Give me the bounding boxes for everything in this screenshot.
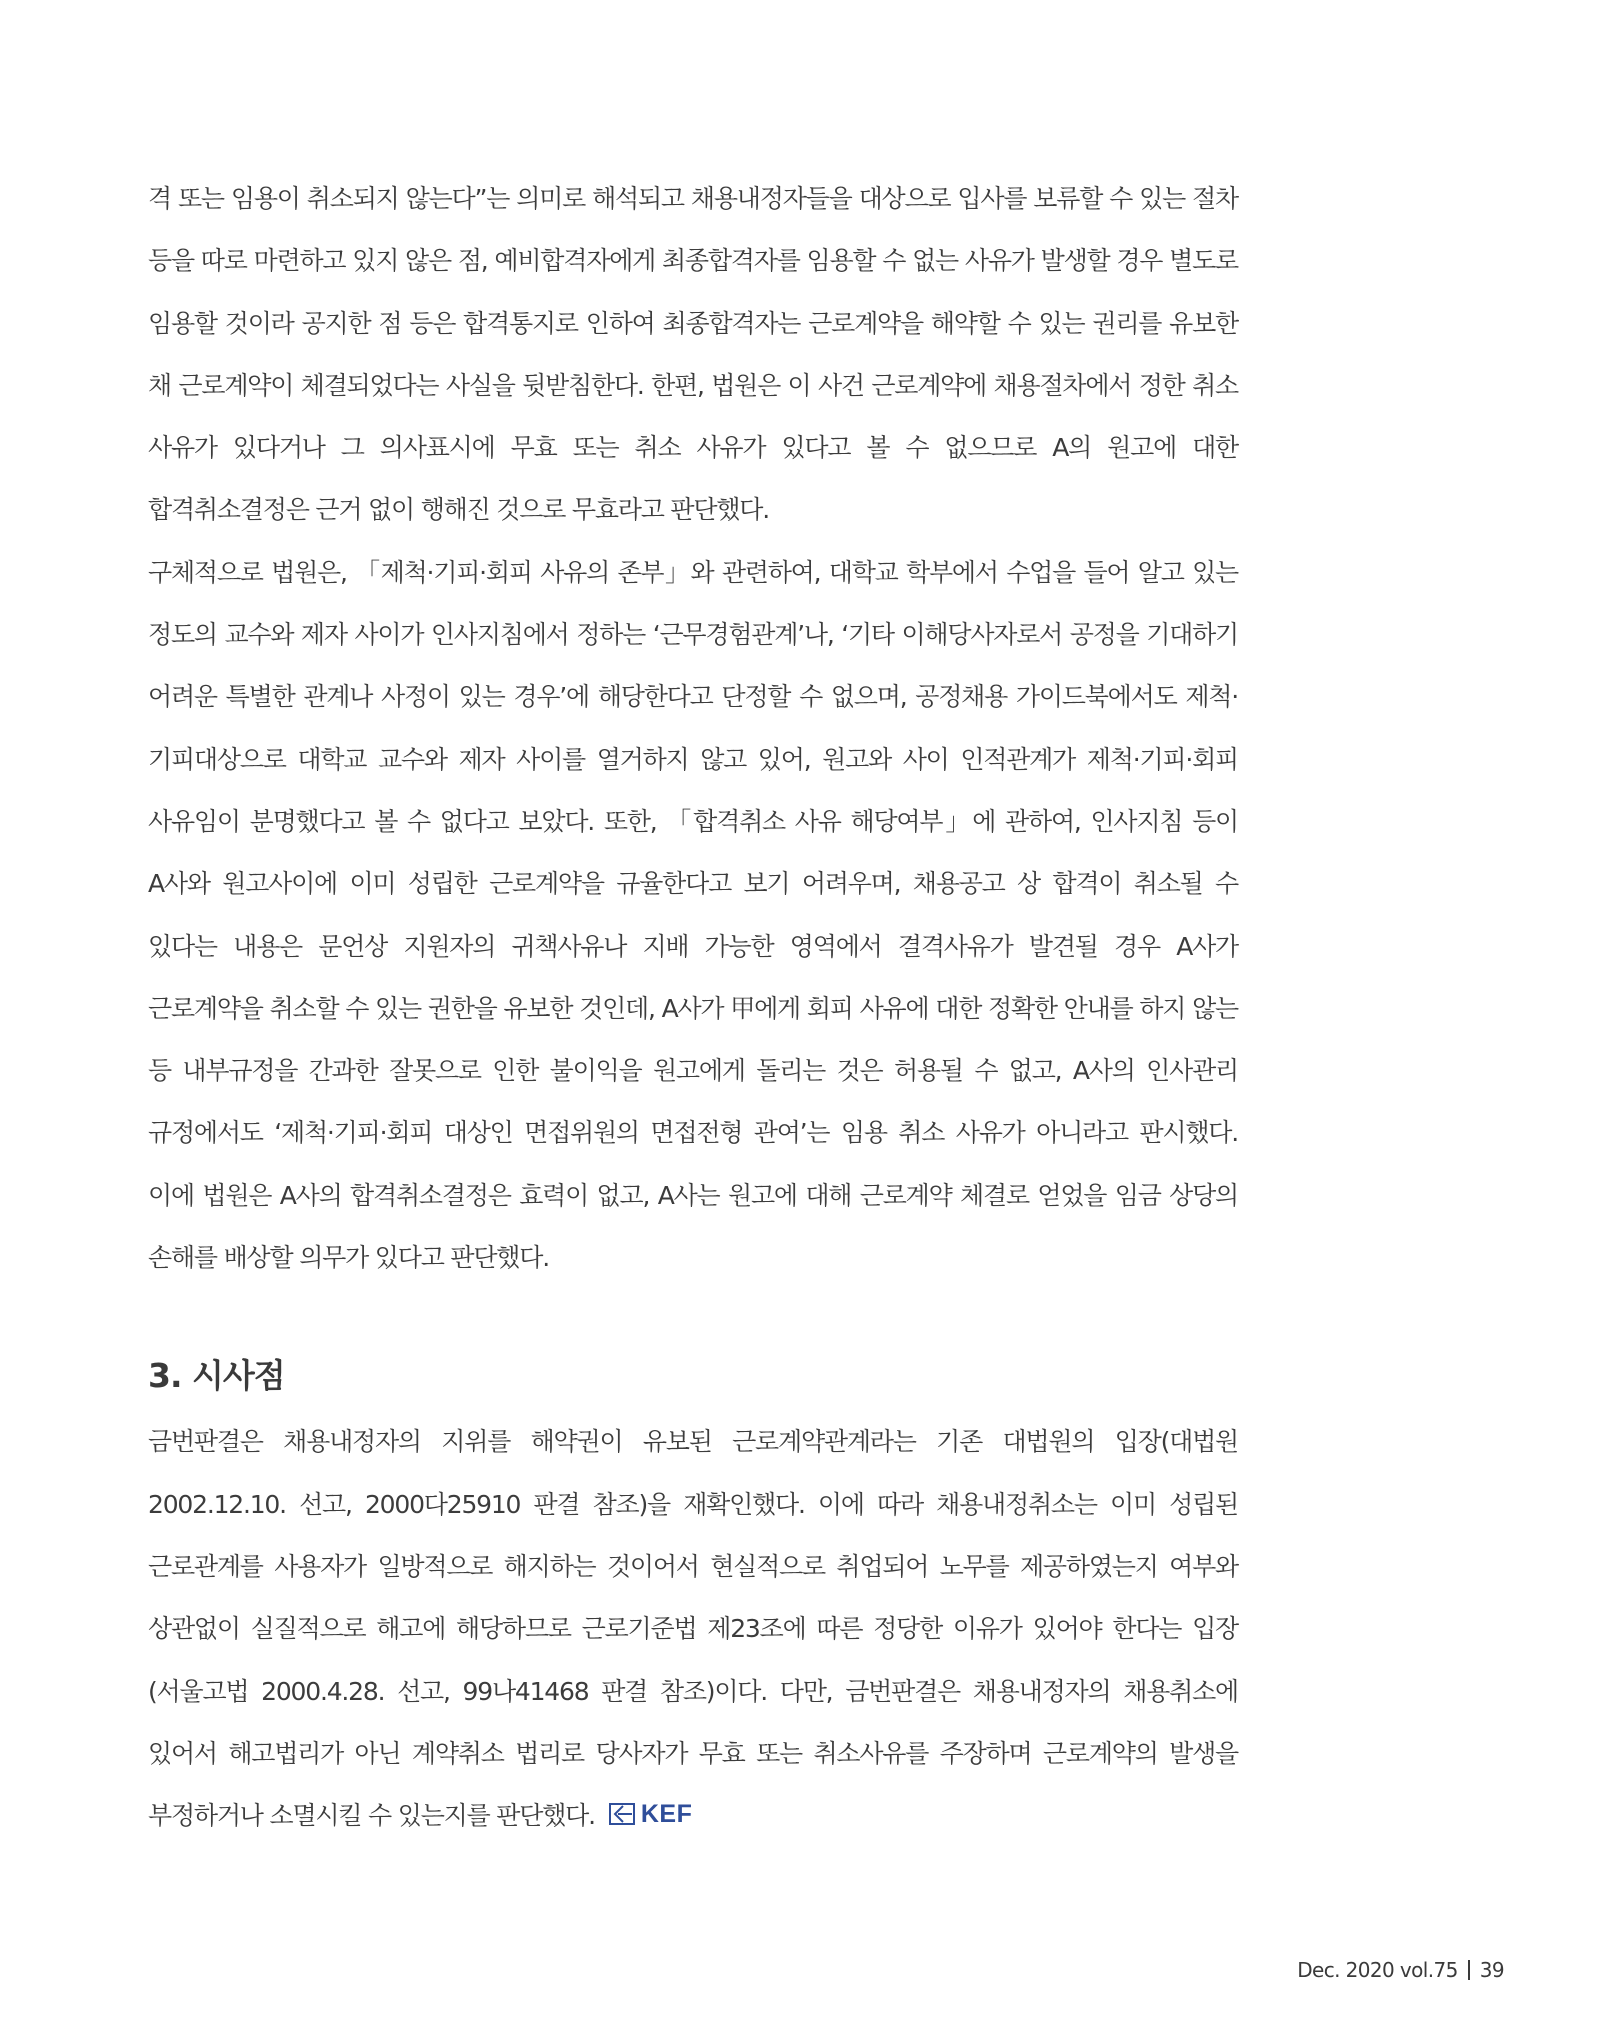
kef-logo-text: KEF [640,1799,693,1828]
section-heading: 3. 시사점 [148,1356,285,1396]
article-body [148,168,1238,1848]
footer-divider [1468,1960,1470,1980]
section-paragraph-text: 금번판결은 채용내정자의 지위를 해약권이 유보된 근로계약관계라는 기존 대법원의 입장(대법원 2002.12.10. 선고, 2000다25910 판결 참조)을 재확인했다. 이에 따라 채용내정취소는 이미 성립된 근로관계를 사용자가 일방적으로 해지하는 것이어서 현실적으로 취업되어 노무를 제공하였는지 여부와 상관없이 실질적으로 해고에 해당하므로 근로기준법 제23조에 따른 정당한 이유가 있어야 한다는 입장(서울고법 2000.4.28. 선고, 99나41468 판결 참조)이다. 다만, 금번판결은 채용내정자의 채용취소에 있어서 해고법리가 아닌 계약취소 법리로 당사자가 무효 또는 취소사유를 주장하며 근로계약의 발생을 부정하거나 소멸시킬 수 있는지를 판단했다. [148,1427,1238,1831]
page-number: 39 [1479,1958,1504,1982]
issue-label: Dec. 2020 vol.75 [1297,1958,1458,1982]
body-paragraph-1: 격 또는 임용이 취소되지 않는다”는 의미로 해석되고 채용내정자들을 대상으로 입사를 보류할 수 있는 절차 등을 따로 마련하고 있지 않은 점, 예비합격자에게 최종합격자를 임용할 수 없는 사유가 발생할 경우 별도로 임용할 것이라 공지한 점 등은 합격통지로 인하여 최종합격자는 근로계약을 해약할 수 있는 권리를 유보한 채 근로계약이 체결되었다는 사실을 뒷받침한다. 한편, 법원은 이 사건 근로계약에 채용절차에서 정한 취소 사유가 있다거나 그 의사표시에 무효 또는 취소 사유가 있다고 볼 수 없으므로 A의 원고에 대한 합격취소결정은 근거 없이 행해진 것으로 무효라고 판단했다. [148,184,1238,525]
section-paragraph [148,1411,1238,1848]
kef-logo-icon [609,1803,635,1825]
body-paragraph-2: 구체적으로 법원은, 「제척·기피·회피 사유의 존부」와 관련하여, 대학교 학부에서 수업을 들어 알고 있는 정도의 교수와 제자 사이가 인사지침에서 정하는 ‘근무경험관계’나, ‘기타 이해당사자로서 공정을 기대하기 어려운 특별한 관계나 사정이 있는 경우’에 해당한다고 단정할 수 없으며, 공정채용 가이드북에서도 제척·기피대상으로 대학교 교수와 제자 사이를 열거하지 않고 있어, 원고와 사이 인적관계가 제척·기피·회피 사유임이 분명했다고 볼 수 없다고 보았다. 또한, 「합격취소 사유 해당여부」에 관하여, 인사지침 등이 A사와 원고사이에 이미 성립한 근로계약을 규율한다고 보기 어려우며, 채용공고 상 합격이 취소될 수 있다는 내용은 문언상 지원자의 귀책사유나 지배 가능한 영역에서 결격사유가 발견될 경우 A사가 근로계약을 취소할 수 있는 권한을 유보한 것인데, A사가 甲에게 회피 사유에 대한 정확한 안내를 하지 않는 등 내부규정을 간과한 잘못으로 인한 불이익을 원고에게 돌리는 것은 허용될 수 없고, A사의 인사관리 규정에서도 ‘제척·기피·회피 대상인 면접위원의 면접전형 관여’는 임용 취소 사유가 아니라고 판시했다. 이에 법원은 A사의 합격취소결정은 효력이 없고, A사는 원고에 대해 근로계약 체결로 얻었을 임금 상당의 손해를 배상할 의무가 있다고 판단했다. [148,557,1238,1273]
page-footer [1297,1958,1504,1982]
kef-logo [609,1783,693,1845]
